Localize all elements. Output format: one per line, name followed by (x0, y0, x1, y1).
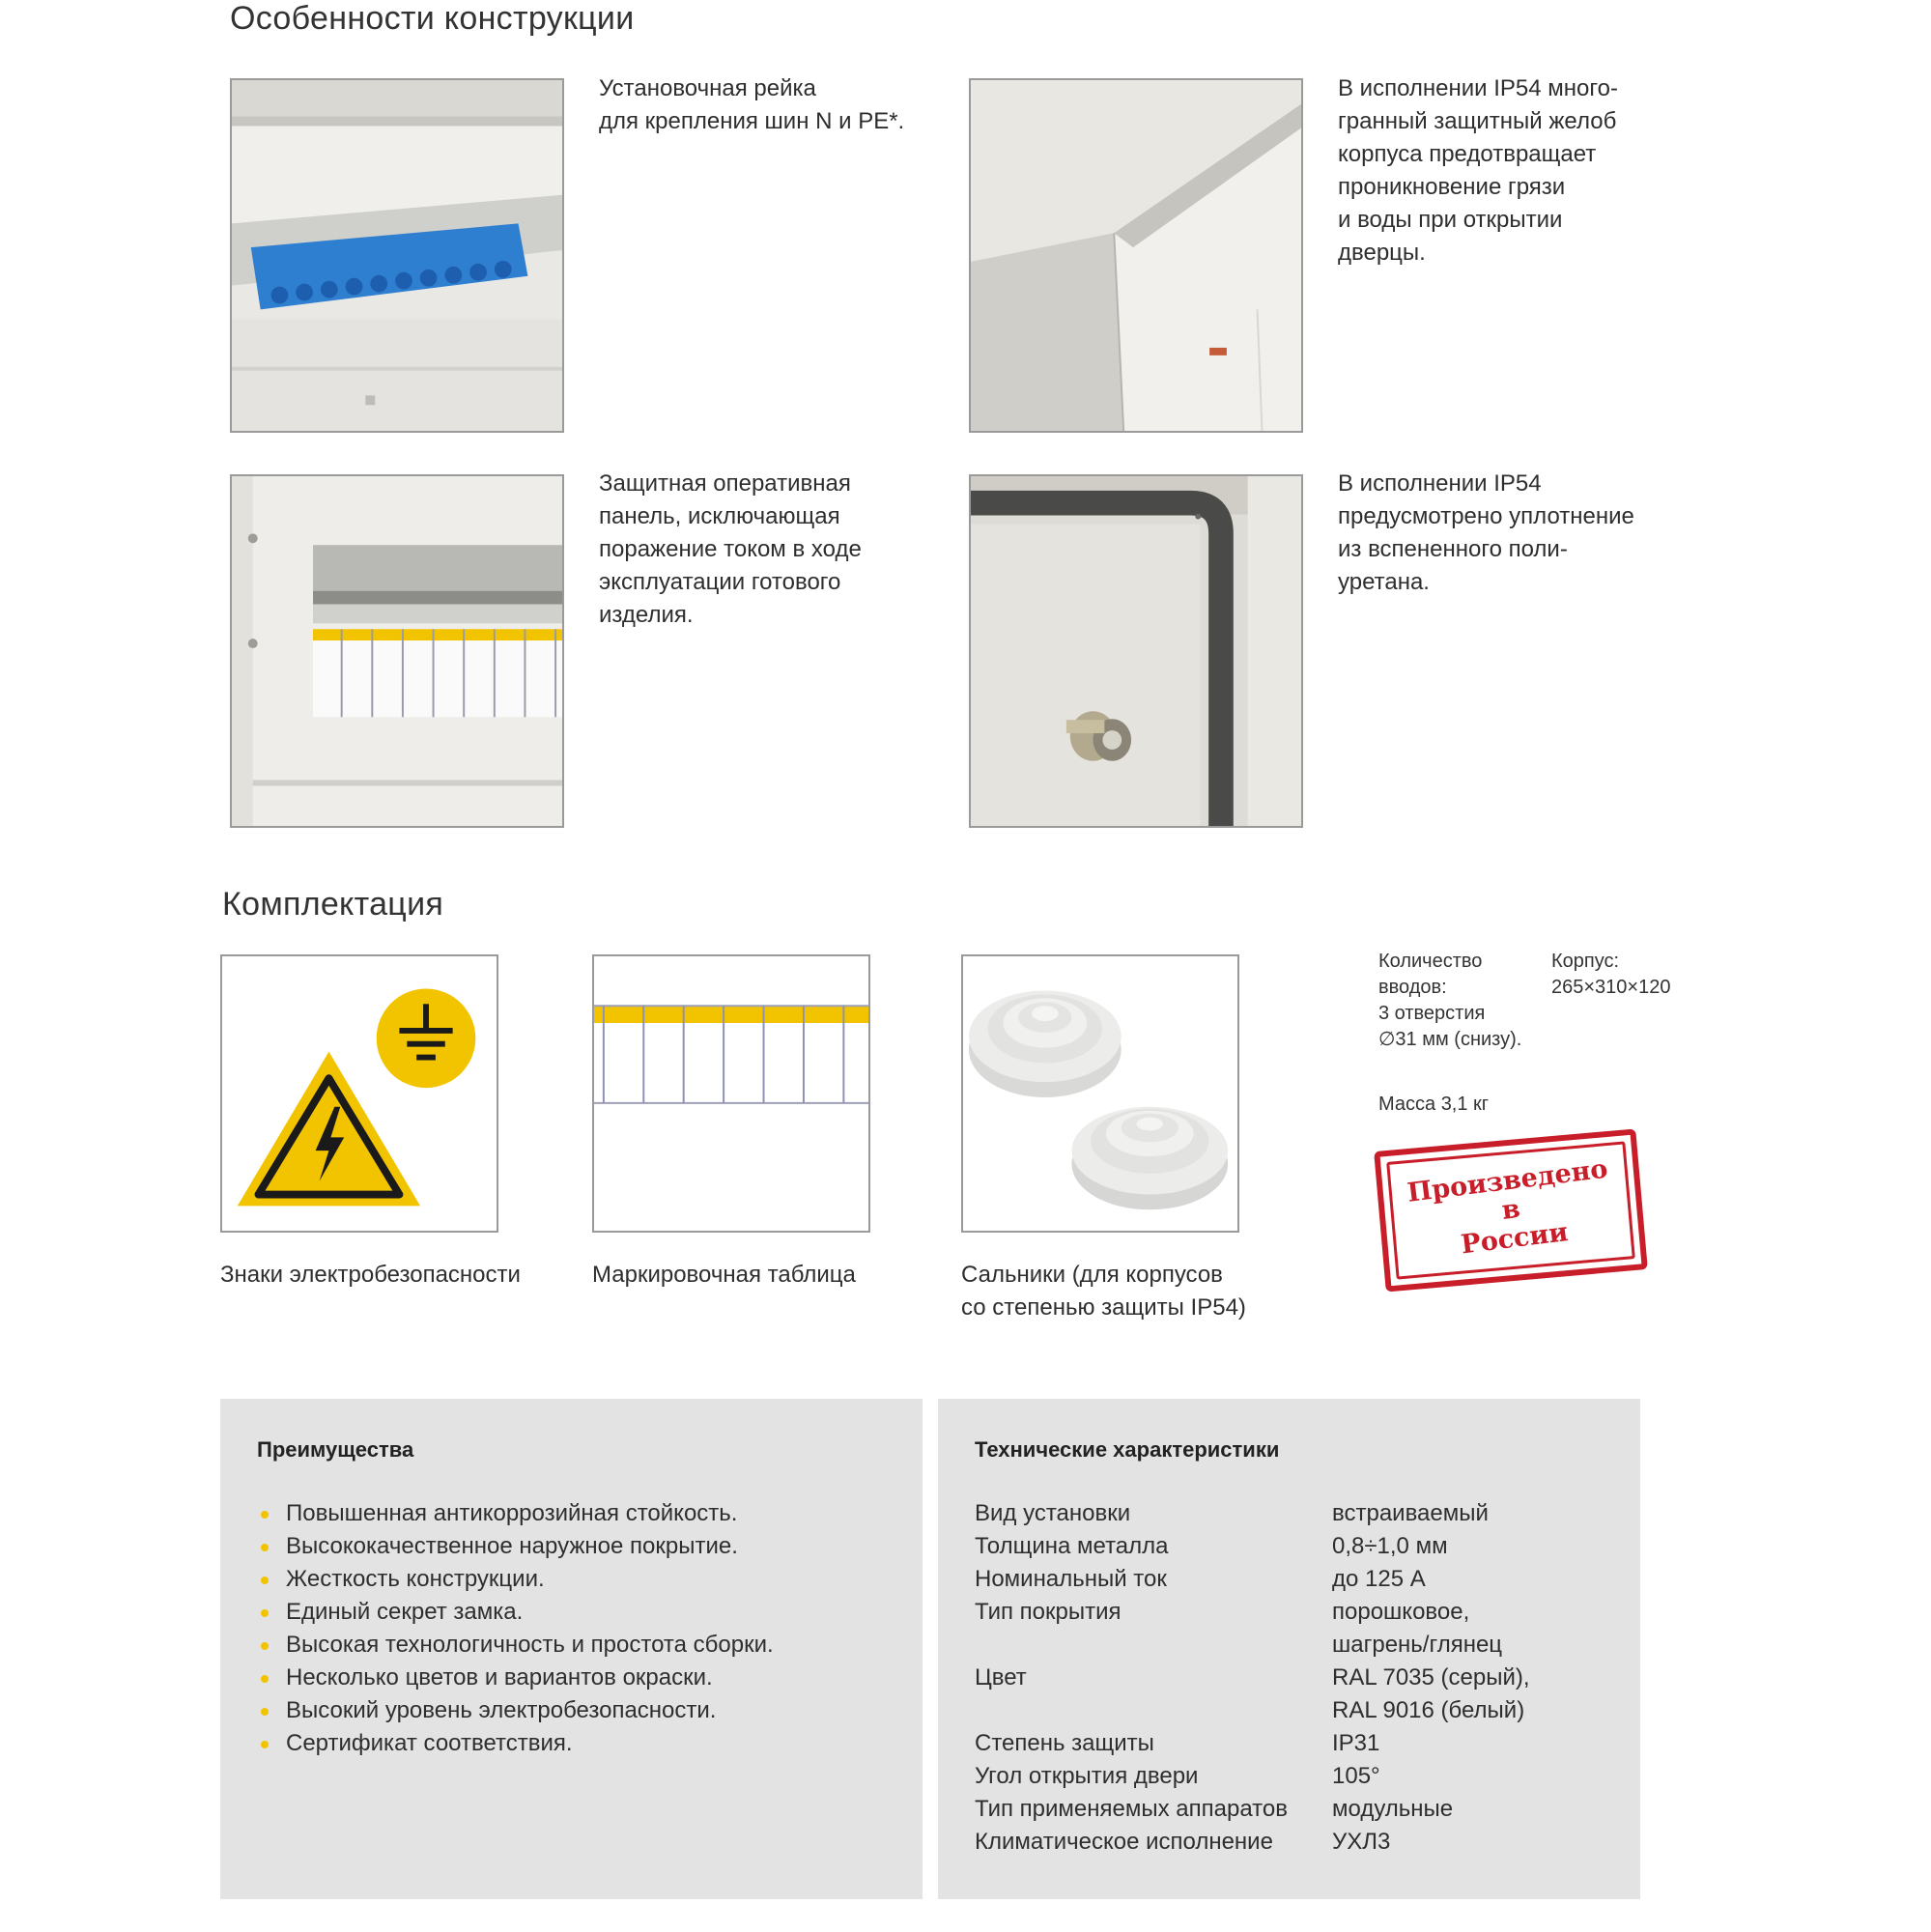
stamp-text: Произведено в России (1405, 1153, 1609, 1261)
bullet-icon (261, 1577, 269, 1584)
advantages-list (257, 1497, 914, 1760)
advantages-panel (220, 1399, 923, 1899)
bullet-icon (261, 1642, 269, 1650)
kit-caption-2: Маркировочная таблица (592, 1262, 856, 1288)
bullet-icon (261, 1609, 269, 1617)
feature-text-4: В исполнении IP54 предусмотрено уплотнение из вспененного поли- уретана. (1338, 470, 1634, 595)
bullet-icon (261, 1708, 269, 1716)
advantage-item: Высококачественное наружное покрытие. (257, 1530, 914, 1563)
advantage-item: Жесткость конструкции. (257, 1563, 914, 1596)
advantage-item: Несколько цветов и вариантов окраски. (257, 1662, 914, 1694)
feature-text-1: Установочная рейка для крепления шин N и PE*. (599, 75, 905, 134)
advantage-item: Высокая технологичность и простота сборки. (257, 1629, 914, 1662)
safety-signs-image (220, 954, 498, 1233)
tech-table: Вид установки встраиваемый Толщина металла 0,8÷1,0 мм Номинальный ток до 125 А Тип покрытия порошковое, шагрень/глянец Цвет RAL 7035 (серый), RAL 9016 (белый) Степень защиты IP31 Угол открытия двери 105° Тип применяемых аппаратов модульные Климатическое исполнение УХЛ3 (975, 1500, 1530, 1855)
feature-text-3: Защитная оперативная панель, исключающая поражение током в ходе эксплуатации готового изделия. (599, 470, 862, 628)
mounting-rail-photo (230, 78, 564, 433)
bullet-icon (261, 1544, 269, 1551)
tech-specs-panel (938, 1399, 1640, 1899)
features-title: Особенности конструкции (230, 0, 635, 37)
inputs-count-label: Количество вводов: 3 отверстия ∅31 мм (снизу). (1378, 951, 1522, 1050)
kit-caption-1: Знаки электробезопасности (220, 1262, 521, 1288)
marking-table-image (592, 954, 870, 1233)
kit-title: Комплектация (222, 886, 444, 923)
bullet-icon (261, 1675, 269, 1683)
body-size-label: Корпус: 265×310×120 (1551, 951, 1671, 998)
protective-gutter-photo (969, 78, 1303, 433)
mass-label: Масса 3,1 кг (1378, 1094, 1490, 1115)
feature-text-2: В исполнении IP54 много- гранный защитный желоб корпуса предотвращает проникновение грязи и воды при открытии дверцы. (1338, 75, 1618, 266)
tech-title: Технические характеристики (975, 1437, 1280, 1462)
advantage-item: Сертификат соответствия. (257, 1727, 914, 1760)
operating-panel-photo (230, 474, 564, 828)
advantage-item: Единый секрет замка. (257, 1596, 914, 1629)
bullet-icon (261, 1511, 269, 1519)
advantage-item: Высокий уровень электробезопасности. (257, 1694, 914, 1727)
cable-glands-image (961, 954, 1239, 1233)
made-in-russia-stamp (1374, 1128, 1648, 1292)
bullet-icon (261, 1741, 269, 1748)
advantages-title: Преимущества (257, 1437, 414, 1462)
advantage-item: Повышенная антикоррозийная стойкость. (257, 1497, 914, 1530)
kit-caption-3: Сальники (для корпусов со степенью защиты IP54) (961, 1262, 1246, 1321)
door-seal-photo (969, 474, 1303, 828)
